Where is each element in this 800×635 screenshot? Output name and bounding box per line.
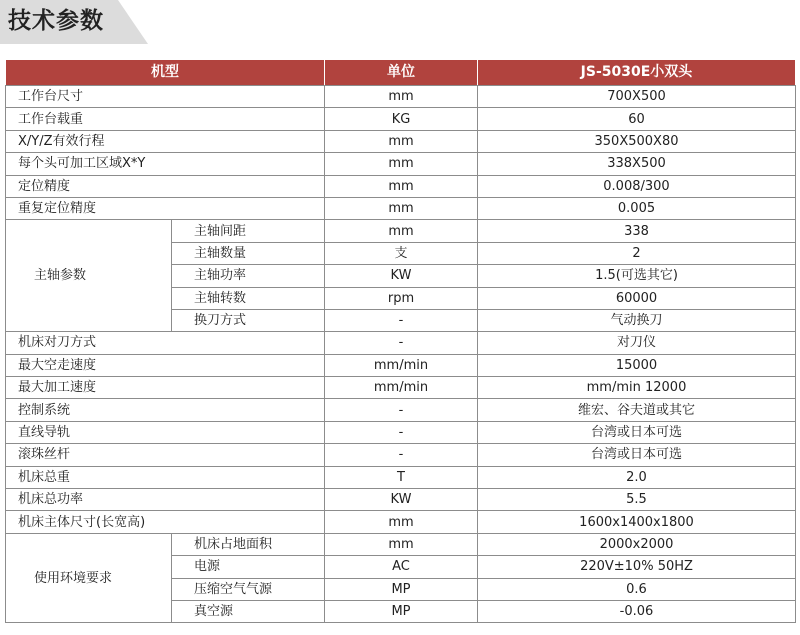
section-title: 技术参数 — [8, 8, 104, 34]
row-value: 气动换刀 — [478, 309, 796, 331]
row-name: 滚珠丝杆 — [6, 444, 325, 466]
row-value: 维宏、谷夫道或其它 — [478, 399, 796, 421]
row-value: 台湾或日本可选 — [478, 444, 796, 466]
row-unit: - — [325, 421, 478, 443]
row-name: X/Y/Z有效行程 — [6, 130, 325, 152]
spec-table — [5, 59, 796, 623]
table-row — [6, 354, 796, 376]
row-name: 换刀方式 — [172, 309, 325, 331]
row-unit: AC — [325, 556, 478, 578]
row-name: 直线导轨 — [6, 421, 325, 443]
row-unit: - — [325, 309, 478, 331]
group-label-environment: 使用环境要求 — [6, 533, 172, 623]
table-header-row — [6, 60, 796, 86]
row-unit: - — [325, 332, 478, 354]
row-unit: KG — [325, 108, 478, 130]
row-unit: mm — [325, 533, 478, 555]
group-label-spindle: 主轴参数 — [6, 220, 172, 332]
table-row — [6, 377, 796, 399]
table-row — [6, 466, 796, 488]
row-name: 机床对刀方式 — [6, 332, 325, 354]
table-row — [6, 153, 796, 175]
row-name: 控制系统 — [6, 399, 325, 421]
row-value: 220V±10% 50HZ — [478, 556, 796, 578]
row-unit: mm — [325, 220, 478, 242]
row-value: 2000x2000 — [478, 533, 796, 555]
table-row — [6, 130, 796, 152]
row-unit: - — [325, 399, 478, 421]
row-value: 2 — [478, 242, 796, 264]
table-row — [6, 86, 796, 108]
header-model: 机型 — [6, 60, 325, 86]
row-unit: mm — [325, 153, 478, 175]
row-name: 机床占地面积 — [172, 533, 325, 555]
table-row — [6, 399, 796, 421]
row-value: 338X500 — [478, 153, 796, 175]
row-name: 机床主体尺寸(长宽高) — [6, 511, 325, 533]
row-value: 60000 — [478, 287, 796, 309]
row-value: 0.008/300 — [478, 175, 796, 197]
row-name: 每个头可加工区域X*Y — [6, 153, 325, 175]
header-unit: 单位 — [325, 60, 478, 86]
row-name: 重复定位精度 — [6, 197, 325, 219]
row-unit: rpm — [325, 287, 478, 309]
row-value: 338 — [478, 220, 796, 242]
row-unit: 支 — [325, 242, 478, 264]
row-value: 对刀仪 — [478, 332, 796, 354]
row-name: 压缩空气气源 — [172, 578, 325, 600]
row-unit: mm — [325, 86, 478, 108]
row-name: 最大空走速度 — [6, 354, 325, 376]
row-unit: mm/min — [325, 377, 478, 399]
row-unit: MP — [325, 578, 478, 600]
header-value: JS-5030E小双头 — [478, 60, 796, 86]
section-title-bar — [0, 0, 148, 44]
row-name: 机床总功率 — [6, 489, 325, 511]
row-unit: mm — [325, 175, 478, 197]
table-row — [6, 197, 796, 219]
row-unit: T — [325, 466, 478, 488]
row-unit: KW — [325, 265, 478, 287]
table-row — [6, 220, 796, 242]
row-unit: - — [325, 444, 478, 466]
row-value: 1.5(可选其它) — [478, 265, 796, 287]
row-unit: mm/min — [325, 354, 478, 376]
row-name: 主轴间距 — [172, 220, 325, 242]
table-row — [6, 175, 796, 197]
table-row — [6, 533, 796, 555]
row-value: mm/min 12000 — [478, 377, 796, 399]
table-row — [6, 108, 796, 130]
row-value: 15000 — [478, 354, 796, 376]
row-unit: mm — [325, 197, 478, 219]
row-value: 2.0 — [478, 466, 796, 488]
row-name: 主轴数量 — [172, 242, 325, 264]
row-name: 真空源 — [172, 600, 325, 622]
row-name: 工作台载重 — [6, 108, 325, 130]
row-unit: mm — [325, 511, 478, 533]
table-row — [6, 489, 796, 511]
row-name: 主轴转数 — [172, 287, 325, 309]
row-value: 350X500X80 — [478, 130, 796, 152]
table-row — [6, 511, 796, 533]
row-name: 最大加工速度 — [6, 377, 325, 399]
row-unit: KW — [325, 489, 478, 511]
row-unit: MP — [325, 600, 478, 622]
row-value: 700X500 — [478, 86, 796, 108]
row-unit: mm — [325, 130, 478, 152]
row-value: 0.005 — [478, 197, 796, 219]
row-name: 工作台尺寸 — [6, 86, 325, 108]
row-name: 定位精度 — [6, 175, 325, 197]
table-row — [6, 421, 796, 443]
table-row — [6, 332, 796, 354]
row-value: 60 — [478, 108, 796, 130]
row-value: 台湾或日本可选 — [478, 421, 796, 443]
row-name: 主轴功率 — [172, 265, 325, 287]
row-value: 5.5 — [478, 489, 796, 511]
row-value: 1600x1400x1800 — [478, 511, 796, 533]
row-name: 电源 — [172, 556, 325, 578]
row-value: 0.6 — [478, 578, 796, 600]
row-name: 机床总重 — [6, 466, 325, 488]
table-row — [6, 444, 796, 466]
row-value: -0.06 — [478, 600, 796, 622]
